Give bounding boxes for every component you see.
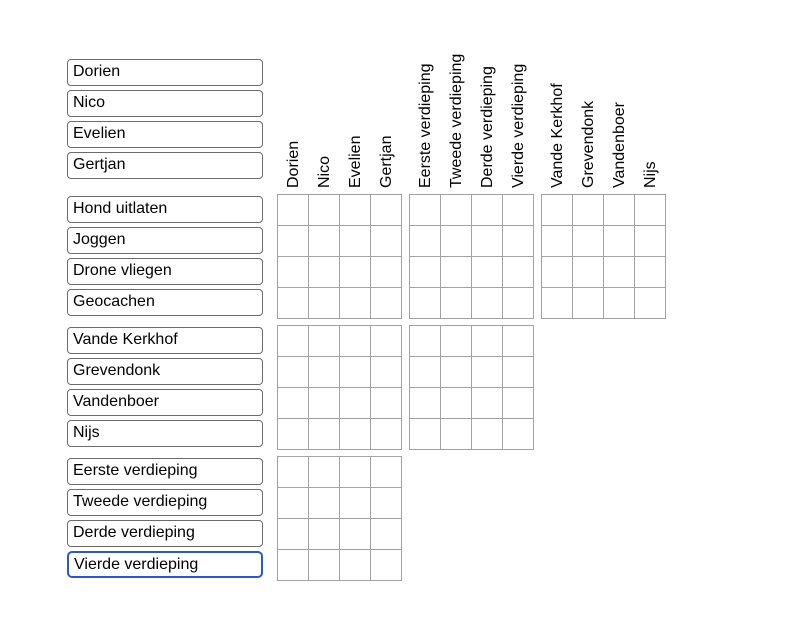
label-box-vierde-verdieping-focused[interactable]: Vierde verdieping [67,551,263,578]
column-group-surnames [541,23,666,188]
grid-cell[interactable] [542,226,573,257]
floors-label-column [67,456,263,581]
grid-cell[interactable] [441,195,472,226]
header-band [67,23,800,188]
grid-cell[interactable] [371,388,402,419]
grid-cell[interactable] [604,257,635,288]
column-header-nico: Nico [315,155,333,188]
grid-cell[interactable] [503,388,534,419]
grid-cell[interactable] [278,488,309,519]
surnames-grids [277,325,541,450]
grid-cell[interactable] [635,195,666,226]
column-group-floors [409,23,534,188]
grid-cell[interactable] [278,195,309,226]
grid-cell[interactable] [604,195,635,226]
grid-cell[interactable] [371,457,402,488]
grid-cell[interactable] [371,519,402,550]
column-header-grevendonk: Grevendonk [579,100,597,188]
grid-cell[interactable] [503,326,534,357]
row-group-activities [67,194,800,319]
label-box-grevendonk[interactable]: Grevendonk [67,358,263,385]
grid-cell[interactable] [604,288,635,319]
grid-cell[interactable] [371,550,402,581]
grid-cell[interactable] [472,388,503,419]
grid-cell[interactable] [542,195,573,226]
grid-cell[interactable] [340,457,371,488]
grid-cell[interactable] [340,288,371,319]
names-label-column [67,57,263,181]
grid-cell[interactable] [472,288,503,319]
grid-cell[interactable] [309,519,340,550]
grid-cell[interactable] [371,488,402,519]
column-header-vandenboer: Vandenboer [610,102,628,188]
grid-cell[interactable] [340,550,371,581]
grid-cell[interactable] [340,326,371,357]
label-box-derde-verdieping[interactable]: Derde verdieping [67,520,263,547]
grid-cell[interactable] [410,226,441,257]
grid-cell[interactable] [410,388,441,419]
column-header-evelien: Evelien [346,135,364,188]
grid-block-surnames-floors [409,325,534,450]
grid-cell[interactable] [278,519,309,550]
activities-grids [277,194,673,319]
grid-cell[interactable] [340,357,371,388]
grid-cell[interactable] [441,226,472,257]
grid-cell[interactable] [278,388,309,419]
grid-cell[interactable] [371,357,402,388]
grid-cell[interactable] [441,326,472,357]
grid-cell[interactable] [309,419,340,450]
grid-cell[interactable] [472,257,503,288]
label-box-joggen[interactable]: Joggen [67,227,263,254]
grid-cell[interactable] [371,257,402,288]
grid-cell[interactable] [542,288,573,319]
grid-cell[interactable] [340,419,371,450]
grid-cell[interactable] [340,488,371,519]
grid-cell[interactable] [309,195,340,226]
activities-label-column [67,194,263,319]
grid-cell[interactable] [410,257,441,288]
label-box-vande-kerkhof[interactable]: Vande Kerkhof [67,327,263,354]
grid-cell[interactable] [371,326,402,357]
grid-cell[interactable] [309,457,340,488]
column-header-derde-verdieping: Derde verdieping [478,66,496,188]
grid-cell[interactable] [410,288,441,319]
label-box-evelien[interactable]: Evelien [67,121,263,148]
grid-cell[interactable] [573,195,604,226]
grid-cell[interactable] [573,288,604,319]
grid-block-floors-names [277,456,402,581]
grid-block-activities-names [277,194,402,319]
grid-cell[interactable] [309,388,340,419]
grid-cell[interactable] [503,357,534,388]
column-header-dorien: Dorien [284,140,302,188]
label-box-gertjan[interactable]: Gertjan [67,152,263,179]
grid-cell[interactable] [503,226,534,257]
grid-cell[interactable] [503,257,534,288]
column-header-tweede-verdieping: Tweede verdieping [447,53,465,188]
grid-cell[interactable] [278,550,309,581]
grid-cell[interactable] [503,419,534,450]
grid-cell[interactable] [309,550,340,581]
grid-cell[interactable] [309,357,340,388]
grid-cell[interactable] [340,226,371,257]
grid-cell[interactable] [472,357,503,388]
grid-cell[interactable] [278,226,309,257]
surnames-label-column [67,325,263,450]
floors-grids [277,456,409,581]
grid-cell[interactable] [340,257,371,288]
grid-block-activities-floors [409,194,534,319]
label-box-nico[interactable]: Nico [67,90,263,117]
grid-block-surnames-names [277,325,402,450]
grid-cell[interactable] [542,257,573,288]
grid-cell[interactable] [278,419,309,450]
column-header-vierde-verdieping: Vierde verdieping [509,63,527,188]
column-header-vande-kerkhof: Vande Kerkhof [548,83,566,188]
grid-cell[interactable] [340,519,371,550]
label-box-tweede-verdieping[interactable]: Tweede verdieping [67,489,263,516]
grid-cell[interactable] [340,388,371,419]
label-box-nijs[interactable]: Nijs [67,420,263,447]
grid-cell[interactable] [371,288,402,319]
grid-cell[interactable] [278,357,309,388]
grid-cell[interactable] [635,288,666,319]
grid-cell[interactable] [371,419,402,450]
grid-cell[interactable] [635,226,666,257]
grid-cell[interactable] [309,326,340,357]
grid-cell[interactable] [309,257,340,288]
grid-cell[interactable] [441,419,472,450]
grid-cell[interactable] [371,195,402,226]
grid-cell[interactable] [278,257,309,288]
row-group-floors [67,456,800,581]
grid-cell[interactable] [309,226,340,257]
grid-cell[interactable] [573,257,604,288]
grid-cell[interactable] [441,357,472,388]
column-header-eerste-verdieping: Eerste verdieping [416,63,434,188]
grid-cell[interactable] [410,357,441,388]
column-group-names [277,23,402,188]
column-headers [277,23,673,188]
grid-cell[interactable] [503,195,534,226]
grid-cell[interactable] [472,326,503,357]
grid-cell[interactable] [635,257,666,288]
column-header-nijs: Nijs [641,161,659,188]
grid-cell[interactable] [410,326,441,357]
grid-cell[interactable] [410,195,441,226]
grid-cell[interactable] [309,488,340,519]
column-header-gertjan: Gertjan [377,135,395,188]
label-box-geocachen[interactable]: Geocachen [67,289,263,316]
label-box-hond-uitlaten[interactable]: Hond uitlaten [67,196,263,223]
grid-cell[interactable] [340,195,371,226]
grid-cell[interactable] [441,288,472,319]
grid-cell[interactable] [410,419,441,450]
label-box-drone-vliegen[interactable]: Drone vliegen [67,258,263,285]
grid-cell[interactable] [441,388,472,419]
grid-cell[interactable] [604,226,635,257]
grid-cell[interactable] [371,226,402,257]
grid-cell[interactable] [278,457,309,488]
grid-cell[interactable] [573,226,604,257]
grid-block-activities-surnames [541,194,666,319]
grid-cell[interactable] [472,195,503,226]
grid-cell[interactable] [278,326,309,357]
label-box-eerste-verdieping[interactable]: Eerste verdieping [67,458,263,485]
logic-puzzle-board [0,23,800,623]
grid-cell[interactable] [309,288,340,319]
grid-cell[interactable] [472,226,503,257]
grid-cell[interactable] [278,288,309,319]
label-box-vandenboer[interactable]: Vandenboer [67,389,263,416]
row-group-surnames [67,325,800,450]
label-box-dorien[interactable]: Dorien [67,59,263,86]
grid-cell[interactable] [503,288,534,319]
grid-cell[interactable] [441,257,472,288]
grid-cell[interactable] [472,419,503,450]
